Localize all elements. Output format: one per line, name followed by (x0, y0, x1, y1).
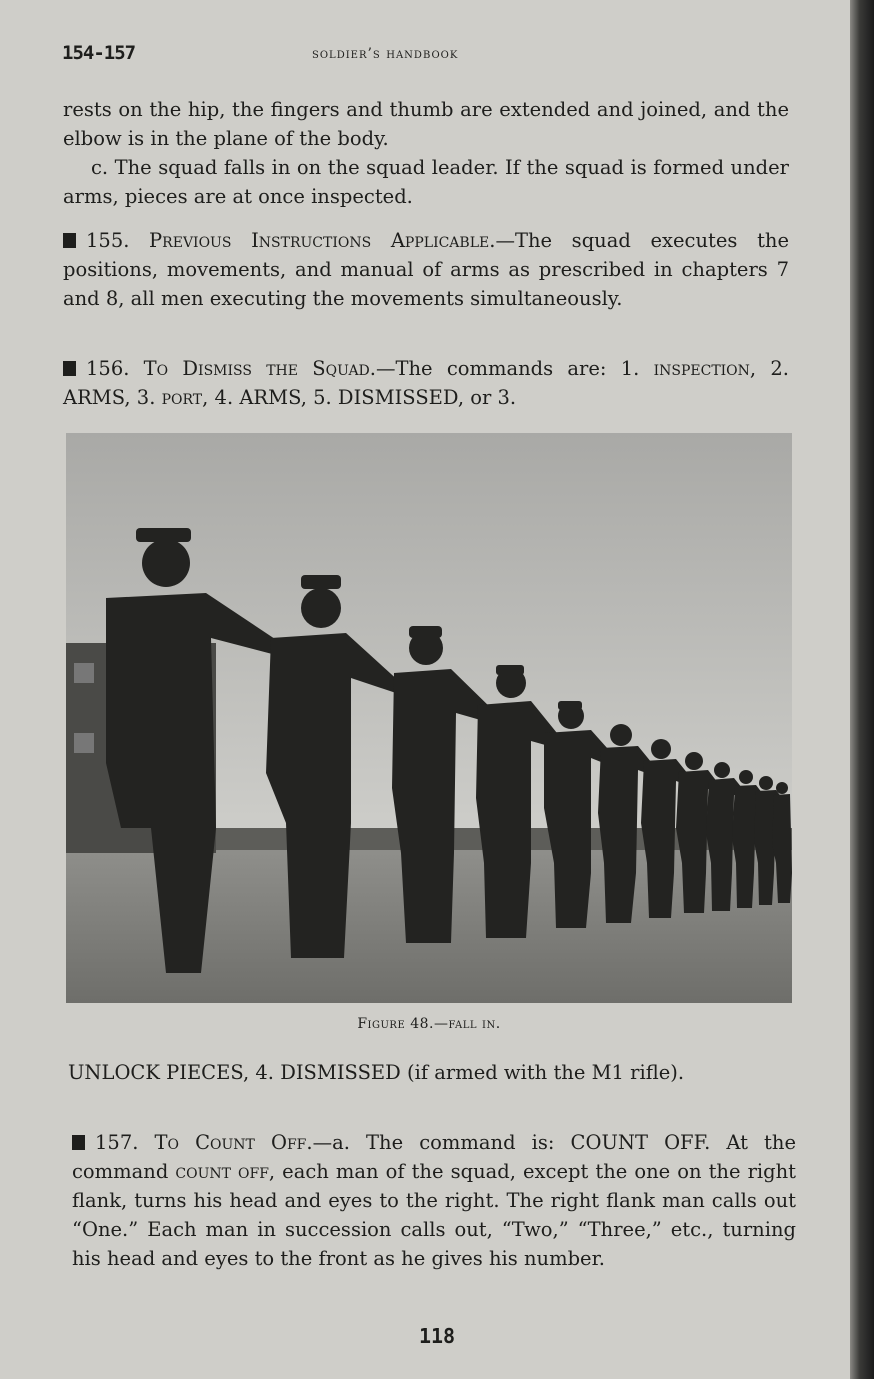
section-156-body-cont: , 2. ARMS, 3. (63, 357, 789, 409)
section-155 (63, 226, 789, 313)
paragraph-b-continued: rests on the hip, the fingers and thumb are extended and joined, and the elbow is in the plane of the body. (63, 98, 789, 150)
section-range: 154-157 (62, 42, 136, 64)
continued-paragraph (63, 95, 789, 211)
section-155-body: —The squad executes the positions, movements, and manual of arms as prescribed in chapters 7 and 8, all men executing the movements simultaneously. (63, 229, 789, 310)
page-header (62, 42, 788, 66)
figure-caption-label: Figure 48. (357, 1016, 434, 1032)
figure-caption (66, 1016, 792, 1032)
squad-photo-illustration (66, 433, 792, 1003)
section-156-body: —The commands are: 1. (375, 357, 654, 380)
section-157-heading: 157. To Count Off. (95, 1131, 313, 1154)
section-marker-icon (63, 233, 76, 248)
command-count-off: count off (175, 1160, 269, 1183)
section-156-body-end: , 4. ARMS, 5. DISMISSED, or 3. (202, 386, 517, 409)
section-156-continued-text: UNLOCK PIECES, 4. DISMISSED (if armed with the M1 rifle). (68, 1061, 685, 1084)
section-marker-icon (72, 1135, 85, 1150)
command-port: port (161, 386, 203, 409)
figure-48-photo (66, 433, 792, 1003)
section-155-heading: 155. Previous Instructions Applicable. (86, 229, 496, 252)
command-inspection: inspection (653, 357, 750, 380)
section-157-body-cont: , each man of the squad, except the one on the right flank, turns his head and eyes to the right. The right flank man calls out “One.” Each man in succession calls out, “Two,” “Three,” etc., turning his head and eyes to the front as he gives his number. (72, 1160, 797, 1270)
section-157 (72, 1128, 796, 1273)
section-156-heading: 156. To Dismiss the Squad. (86, 357, 376, 380)
paragraph-c: c. The squad falls in on the squad leader. If the squad is formed under arms, pieces are at once inspected. (63, 156, 789, 208)
section-156-continued (68, 1058, 796, 1087)
section-157-body: —a. The command is: COUNT OFF. At the command (72, 1131, 796, 1183)
figure-caption-text: —fall in. (433, 1016, 501, 1032)
book-spine-edge (850, 0, 874, 1379)
section-marker-icon (63, 361, 76, 376)
page-number: 118 (418, 1324, 456, 1348)
section-156 (63, 354, 789, 412)
running-title: soldier’s handbook (312, 46, 459, 62)
